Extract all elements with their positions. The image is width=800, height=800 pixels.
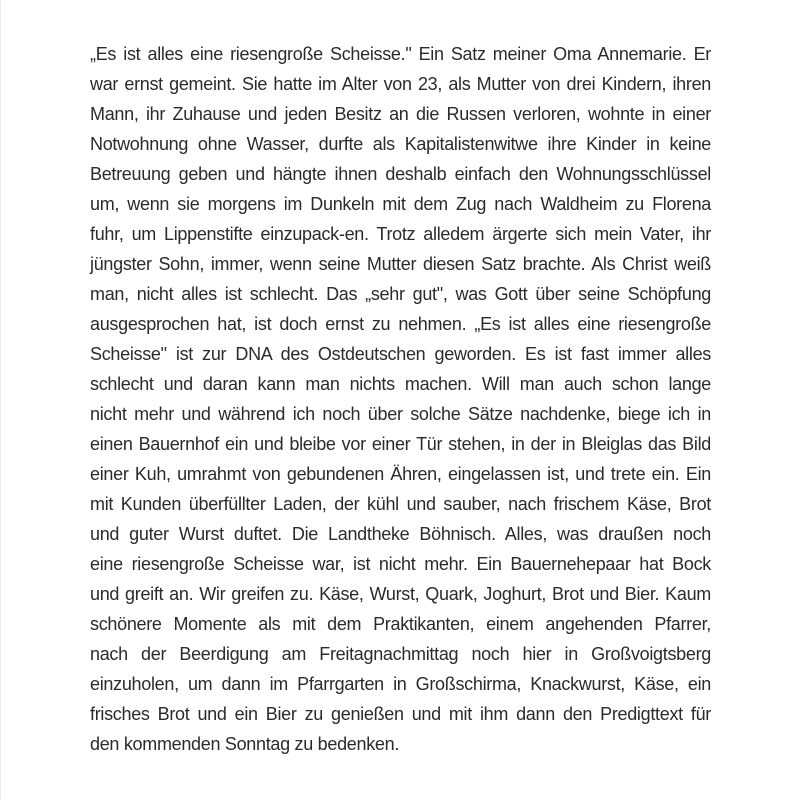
paragraph-line: einen Bauernhof ein und bleibe vor einer Tür stehen, in der in Bleiglas das Bild [90,434,711,454]
paragraph-line: eine riesengroße Scheisse war, ist nicht mehr. Ein Bauernehepaar hat Bock [90,554,711,574]
paragraph-line: Notwohnung ohne Wasser, durfte als Kapitalistenwitwe ihre Kinder in keine [90,134,711,154]
paragraph-line: fuhr, um Lippenstifte einzupack-en. Trotz alledem ärgerte sich mein Vater, ihr [90,224,711,244]
paragraph-line: und guter Wurst duftet. Die Landtheke Böhnisch. Alles, was draußen noch [90,524,711,544]
paragraph-line: Scheisse" ist zur DNA des Ostdeutschen geworden. Es ist fast immer alles [90,344,711,364]
paragraph-line: den kommenden Sonntag zu bedenken. [90,734,400,754]
paragraph-line: man, nicht alles ist schlecht. Das „sehr gut", was Gott über seine Schöpfung [90,284,711,304]
paragraph [90,39,711,759]
paragraph-line: nicht mehr und während ich noch über solche Sätze nachdenke, biege ich in [90,404,711,424]
paragraph-line: Betreuung geben und hängte ihnen deshalb einfach den Wohnungsschlüssel [90,164,711,184]
paragraph-line: mit Kunden überfüllter Laden, der kühl und sauber, nach frischem Käse, Brot [90,494,711,514]
paragraph-line: war ernst gemeint. Sie hatte im Alter von 23, als Mutter von drei Kindern, ihren [90,74,711,94]
paragraph-line: schönere Momente als mit dem Praktikanten, einem angehenden Pfarrer, [90,614,711,634]
paragraph-line: nach der Beerdigung am Freitagnachmittag noch hier in Großvoigtsberg [90,644,711,664]
paragraph-line: schlecht und daran kann man nichts machen. Will man auch schon lange [90,374,711,394]
paragraph-line: frisches Brot und ein Bier zu genießen und mit ihm dann den Predigttext für [90,704,711,724]
left-edge-line [0,0,1,800]
paragraph-line: ausgesprochen hat, ist doch ernst zu nehmen. „Es ist alles eine riesengroße [90,314,711,334]
paragraph-line: jüngster Sohn, immer, wenn seine Mutter diesen Satz brachte. Als Christ weiß [90,254,711,274]
paragraph-line: und greift an. Wir greifen zu. Käse, Wurst, Quark, Joghurt, Brot und Bier. Kaum [90,584,711,604]
paragraph-line: um, wenn sie morgens im Dunkeln mit dem Zug nach Waldheim zu Florena [90,194,711,214]
paragraph-line: „Es ist alles eine riesengroße Scheisse." Ein Satz meiner Oma Annemarie. Er [90,44,711,64]
paragraph-line: einer Kuh, umrahmt von gebundenen Ähren, eingelassen ist, und trete ein. Ein [90,464,711,484]
paragraph-line: einzuholen, um dann im Pfarrgarten in Großschirma, Knackwurst, Käse, ein [90,674,711,694]
paragraph-line: Mann, ihr Zuhause und jeden Besitz an die Russen verloren, wohnte in einer [90,104,711,124]
